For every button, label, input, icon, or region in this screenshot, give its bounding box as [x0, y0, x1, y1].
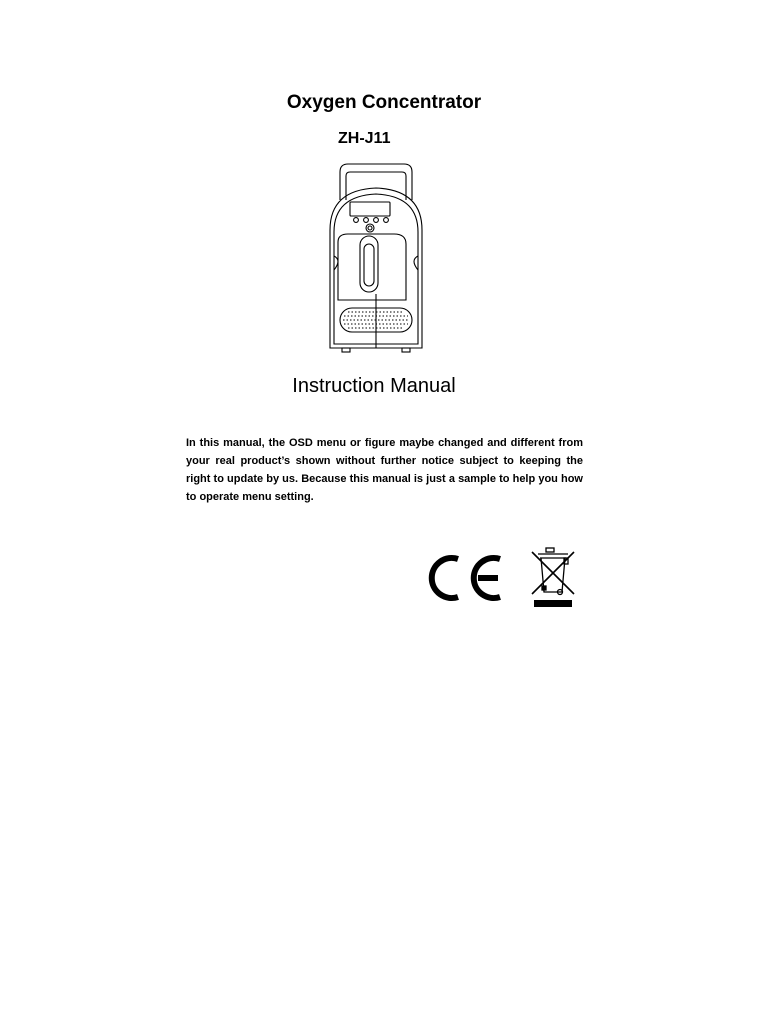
crossed-out-wheelie-bin-icon [524, 546, 580, 610]
notice-paragraph: In this manual, the OSD menu or figure maybe changed and different from your real product’s shown without further notice subject to keeping the right to update by us. Because this manual is just a sample to help you how to operate menu setting. [186, 437, 583, 503]
oxygen-concentrator-illustration [308, 160, 444, 360]
document-title: Oxygen Concentrator [286, 92, 482, 113]
model-number: ZH-J11 [338, 130, 391, 147]
instruction-manual-heading: Instruction Manual [292, 375, 456, 397]
ce-mark-icon [428, 553, 504, 603]
